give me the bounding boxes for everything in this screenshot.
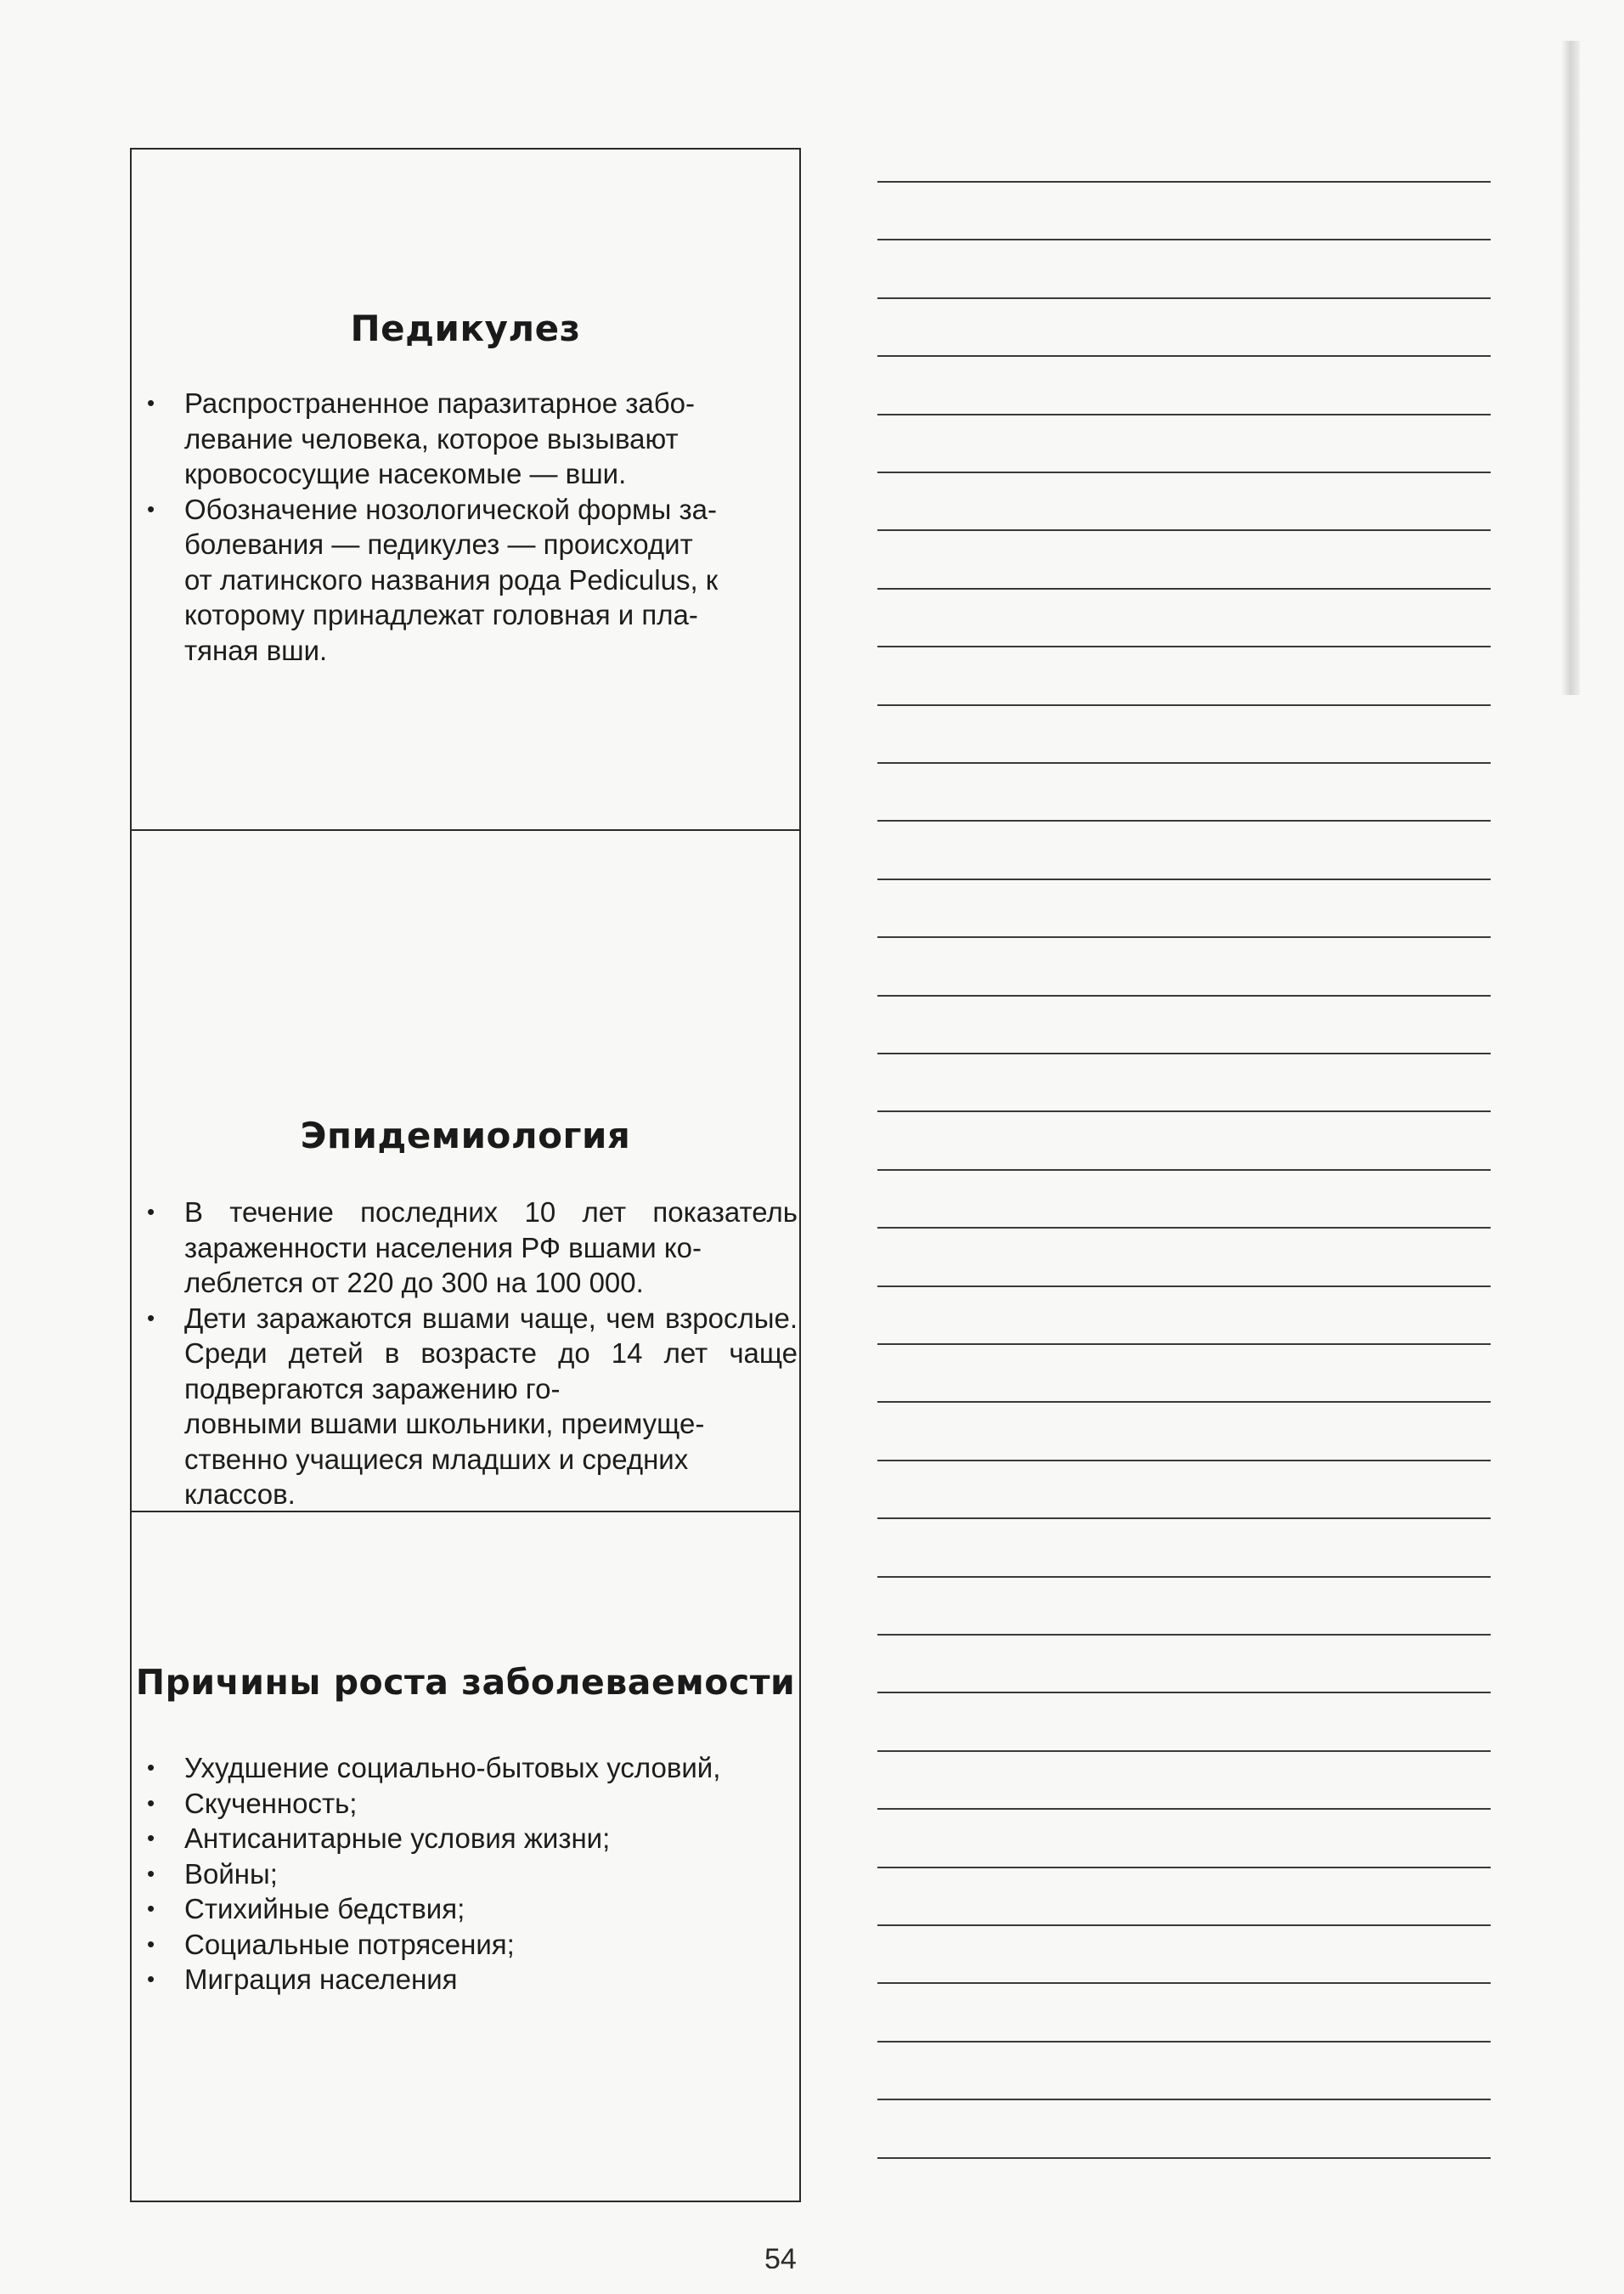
bullet-text: Распространенное паразитарное забо- левание человека, которое вызывают кровососущие насекомые — вши.	[184, 387, 695, 489]
bullet-item	[133, 1786, 779, 1822]
note-line	[877, 1053, 1491, 1054]
slides-column	[130, 148, 801, 2202]
note-line	[877, 1750, 1491, 1752]
bullet-text: В течение последних 10 лет показатель зараженности населения РФ вшами ко- леблется от 220 до 300 на 100 000.	[184, 1196, 798, 1298]
bullet-item	[133, 1301, 798, 1512]
note-line	[877, 1576, 1491, 1578]
note-line	[877, 472, 1491, 473]
note-line	[877, 181, 1491, 183]
bullet-list	[133, 1195, 798, 1512]
note-line	[877, 1285, 1491, 1287]
bullet-text: Миграция населения	[184, 1963, 458, 1995]
note-line	[877, 239, 1491, 240]
slide-title: Педикулез	[350, 308, 581, 349]
note-line	[877, 1692, 1491, 1693]
bullet-item	[133, 1750, 779, 1786]
note-line	[877, 297, 1491, 299]
bullet-text: Ухудшение социально-бытовых условий,	[184, 1752, 721, 1783]
bullet-item	[133, 1962, 779, 1997]
slide-epidemiology	[132, 829, 799, 1511]
bullet-list	[133, 386, 779, 668]
note-line	[877, 2041, 1491, 2043]
note-line	[877, 2099, 1491, 2100]
bullet-item	[133, 386, 779, 492]
bullet-item	[133, 492, 779, 669]
note-line	[877, 1169, 1491, 1171]
note-line	[877, 1460, 1491, 1461]
note-line	[877, 995, 1491, 997]
note-line	[877, 1517, 1491, 1519]
bullet-item	[133, 1195, 798, 1301]
note-line	[877, 2157, 1491, 2159]
page-number: 54	[764, 2243, 797, 2269]
note-line	[877, 1401, 1491, 1403]
note-line	[877, 1982, 1491, 1984]
note-line	[877, 646, 1491, 647]
note-line	[877, 355, 1491, 357]
bullet-item	[133, 1856, 779, 1892]
slide-title: Эпидемиология	[300, 1115, 631, 1156]
note-line	[877, 1343, 1491, 1345]
slide-title: Причины роста заболеваемости	[135, 1662, 796, 1703]
note-line	[877, 529, 1491, 531]
note-line	[877, 820, 1491, 822]
note-line	[877, 1634, 1491, 1636]
note-line	[877, 1110, 1491, 1112]
bullet-text: Стихийные бедствия;	[184, 1893, 465, 1924]
bullet-text: Социальные потрясения;	[184, 1928, 515, 1960]
note-line	[877, 1867, 1491, 1868]
note-line	[877, 1227, 1491, 1229]
bullet-list	[133, 1750, 779, 1997]
bullet-text: Обозначение нозологической формы за- болевания — педикулез — происходит от латинского названия рода Pediculus, к которому принадлежат головная и пла- тяная вши.	[184, 493, 719, 666]
note-line	[877, 1924, 1491, 1926]
bullet-item	[133, 1821, 779, 1856]
slide-pediculosis	[132, 150, 799, 829]
note-line	[877, 588, 1491, 590]
bullet-text: Дети заражаются вшами чаще, чем взрослые. Среди детей в возрасте до 14 лет чаще подвергаются заражению го- ловными вшами школьники, преимуще- ственно учащиеся младших и средних классов.	[184, 1302, 798, 1510]
bullet-text: Антисанитарные условия жизни;	[184, 1822, 611, 1854]
bullet-text: Войны;	[184, 1857, 278, 1890]
note-line	[877, 879, 1491, 880]
notes-ruled-lines	[877, 181, 1491, 2195]
scan-edge-shadow	[1561, 41, 1580, 695]
note-line	[877, 936, 1491, 938]
slide-growth-causes	[132, 1511, 799, 2201]
bullet-item	[133, 1927, 779, 1963]
bullet-item	[133, 1891, 779, 1927]
note-line	[877, 762, 1491, 764]
note-line	[877, 704, 1491, 706]
note-line	[877, 414, 1491, 415]
bullet-text: Скученность;	[184, 1787, 358, 1819]
note-line	[877, 1808, 1491, 1810]
